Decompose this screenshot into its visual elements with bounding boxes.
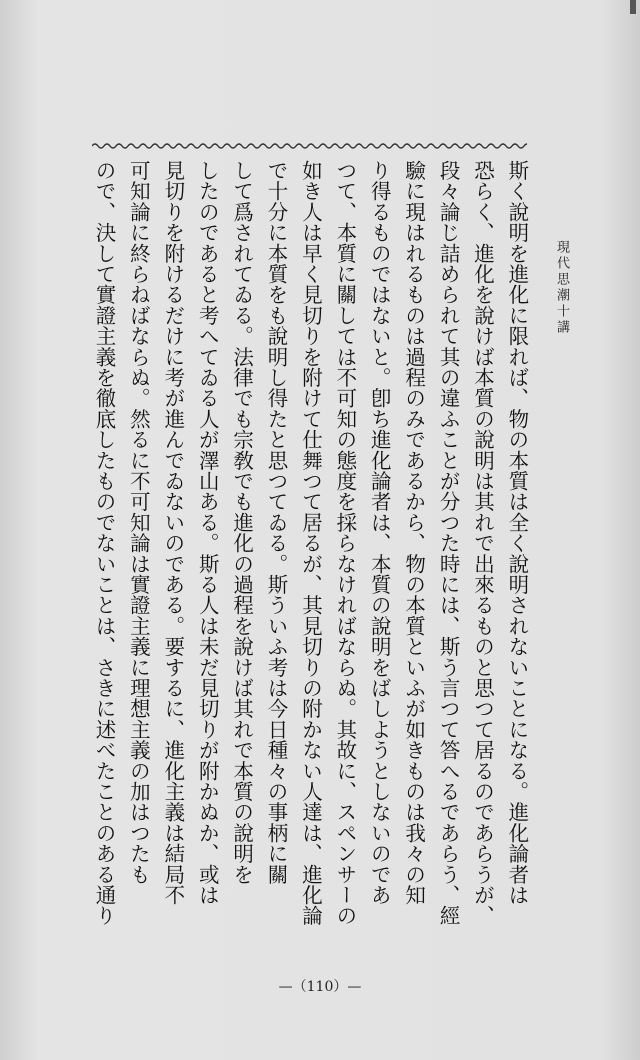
text-column: 斯く說明を進化に限れば、物の本質は全く說明されないことになる。進化論者は [504, 160, 529, 906]
text-column: 段々論じ詰められて其の違ふことが分つた時には、斯う言つて答へるであらう、經 [436, 160, 461, 926]
text-column: 見切りを附けるだけに考が進んでゐないのである。要するに、進化主義は結局不 [160, 160, 185, 906]
text-column: 可知論に終らねばならぬ。然るに不可知論は實證主義に理想主義の加はつたも [126, 160, 151, 885]
text-column: 驗に現はれるものは過程のみであるから、物の本質といふが如きものは我々の知 [401, 160, 426, 906]
text-column: 如き人は早く見切りを附けて仕舞つて居るが、其見切りの附かない人達は、進化論 [298, 160, 323, 926]
text-column: 恐らく、進化を說けば本質の說明は其れで出來るものと思つて居るのであらうが、 [470, 160, 495, 926]
running-header: 現代思潮十講 [554, 240, 569, 336]
text-column: り得るものではないと。卽ち進化論者は、本質の說明をばしようとしないのであ [367, 160, 392, 906]
text-column: ので、決して實證主義を徹底したものでないことは、さきに述べたことのある通り [92, 160, 116, 926]
text-column: つて、本質に關しては不可知の態度を採らなければならぬ。其故に、スペンサーの [332, 160, 357, 926]
wavy-rule [92, 142, 527, 150]
text-column: したのであると考へてゐる人が澤山ある。斯る人は未だ見切りが附かぬか、或は [195, 160, 220, 906]
page-number: —（110）— [278, 979, 362, 995]
text-column: で十分に本質をも說明し得たと思つてゐる。斯ういふ考は今日種々の事柄に關 [264, 160, 289, 885]
text-column: して爲されてゐる。法律でも宗敎でも進化の過程を說けば其れで本質の說明を [229, 160, 254, 885]
scan-corner-mark [630, 0, 636, 14]
body-text [90, 160, 530, 980]
